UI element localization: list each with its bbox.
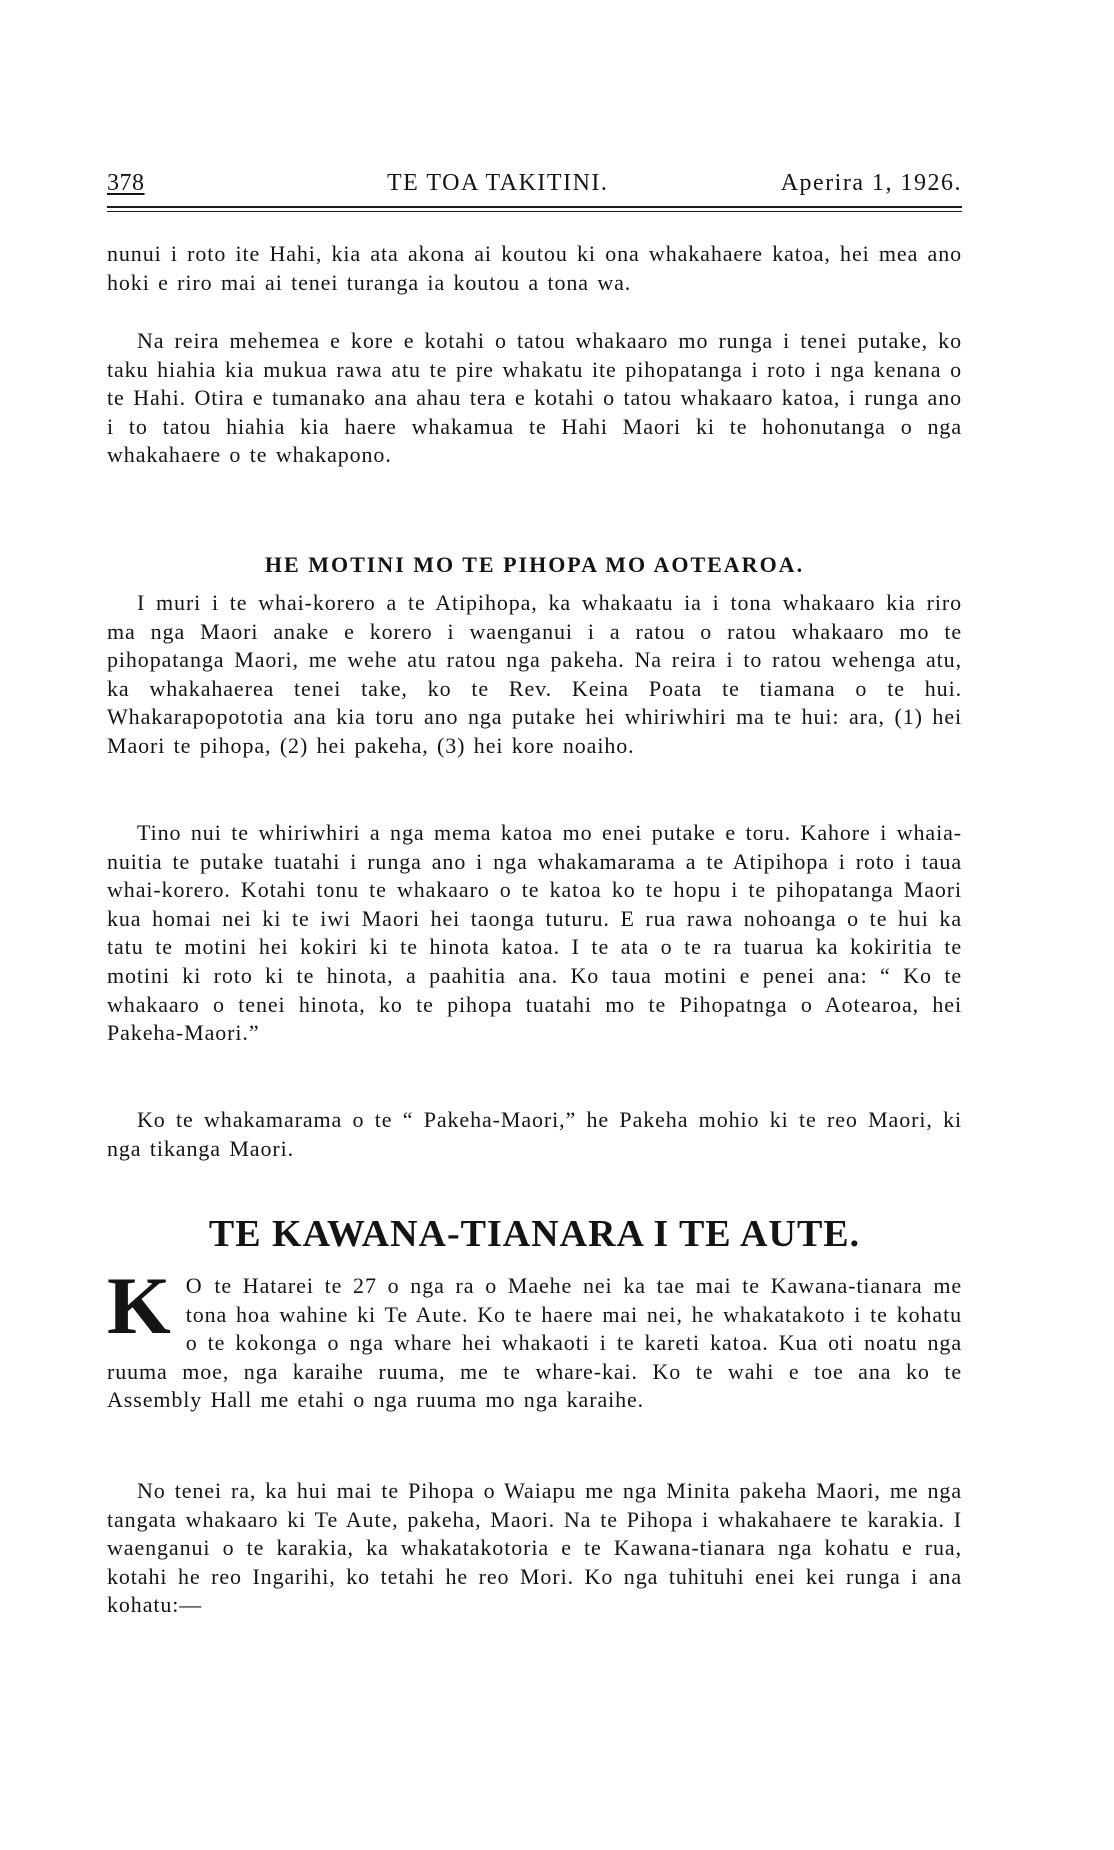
paragraph-whakamarama: Ko te whakamarama o te “ Pakeha-Maori,” he Pakeha mohio ki te reo Maori, ki nga tikanga Maori.	[107, 1107, 962, 1161]
publication-title: TE TOA TAKITINI.	[387, 170, 609, 196]
first-letter-after-dropcap: O	[185, 1273, 204, 1298]
article-heading-kawana: TE KAWANA-TIANARA I TE AUTE.	[208, 1213, 861, 1255]
header-rule-thin	[107, 211, 962, 212]
paragraph-na-reira: Na reira mehemea e kore e kotahi o tatou whakaaro mo runga i tenei putake, ko taku hiahia kia mukua rawa atu te pire whakatu ite pihopatanga i roto i nga kenana o te Hahi. Otira e tumanako ana ahau tera e kotahi o tatou whakaaro katoa, i runga ano i to tatou hiahia kia haere whakamua te Hahi Maori ki te hohonutanga o nga whakahaere o te whakapono.	[107, 328, 962, 468]
paragraph-i-muri: I muri i te whai-korero a te Atipihopa, ka whakaatu ia i tona whakaaro kia riro ma nga Maori anake e korero i waenganui i a ratou o ratou whakaaro mo te pihopatanga Maori, me wehe atu ratou nga pakeha. Na reira i to ratou wehenga atu, ka whakahaerea tenei take, ko te Rev. Keina Poata te tiamana o te hui. Whakarapopototia ana kia toru ano nga putake hei whiriwhiri ma te hui: ara, (1) hei Maori te pihopa, (2) hei pakeha, (3) hei kore noaiho.	[107, 590, 962, 758]
paragraph-no-tenei-ra: No tenei ra, ka hui mai te Pihopa o Waiapu me nga Minita pakeha Maori, me nga tangata whakaaro ki Te Aute, pakeha, Maori. Na te Pihopa i whakahaere te karakia. I waenganui o te karakia, ka whakatakotoria e te Kawana-tianara nga kohatu e rua, kotahi he reo Ingarihi, ko tetahi he reo Mori. Ko nga tuhituhi enei kei runga i ana kohatu:—	[107, 1478, 962, 1618]
paragraph-tino-nui: Tino nui te whiriwhiri a nga mema katoa mo enei putake e toru. Kahore i whaia-nuitia te putake tuatahi i runga ano i nga whakamarama a te Atipihopa i roto i taua whai-korero. Kotahi tonu te whakaaro o te katoa ko te hopu i te pihopatanga Maori kua homai nei ki te iwi Maori hei taonga tuturu. E rua rawa nohoanga o te hui ka tatu te motini hei kokiri ki te hinota katoa. I te ata o te ra tuarua ka kokiritia te motini ki roto ki te hinota, a paahitia ana. Ko taua motini e penei ana: “ Ko te whakaaro o tenei hinota, ko te pihopa tuatahi mo te Pihopatnga o Aotearoa, hei Pakeha-Maori.”	[107, 820, 962, 1046]
paragraph-continued: nunui i roto ite Hahi, kia ata akona ai koutou ki ona whakahaere katoa, hei mea ano hoki e riro mai ai tenei turanga ia koutou a tona wa.	[107, 241, 962, 295]
section-heading-motini: HE MOTINI MO TE PIHOPA MO AOTEAROA.	[264, 552, 805, 577]
drop-cap: K	[107, 1260, 172, 1351]
paragraph-hatarei-text: te Hatarei te 27 o nga ra o Maehe nei ka tae mai te Kawana-tianara me tona hoa wahine ki Te Aute. Ko te haere mai nei, he whakatakoto i te kohatu o te kokonga o nga whare hei whakaoti i te kareti katoa. Kua oti noatu nga ruuma moe, nga karaihe ruuma, me te whare-kai. Ko te wahi e toe ana ko te Assembly Hall me etahi o nga ruuma mo nga karaihe.	[107, 1273, 962, 1413]
running-header	[107, 170, 962, 206]
paragraph-hatarei	[107, 1260, 962, 1415]
header-rule-thick	[107, 206, 962, 208]
issue-date: Aperira 1, 1926.	[780, 170, 962, 196]
page-number: 378	[107, 170, 145, 196]
